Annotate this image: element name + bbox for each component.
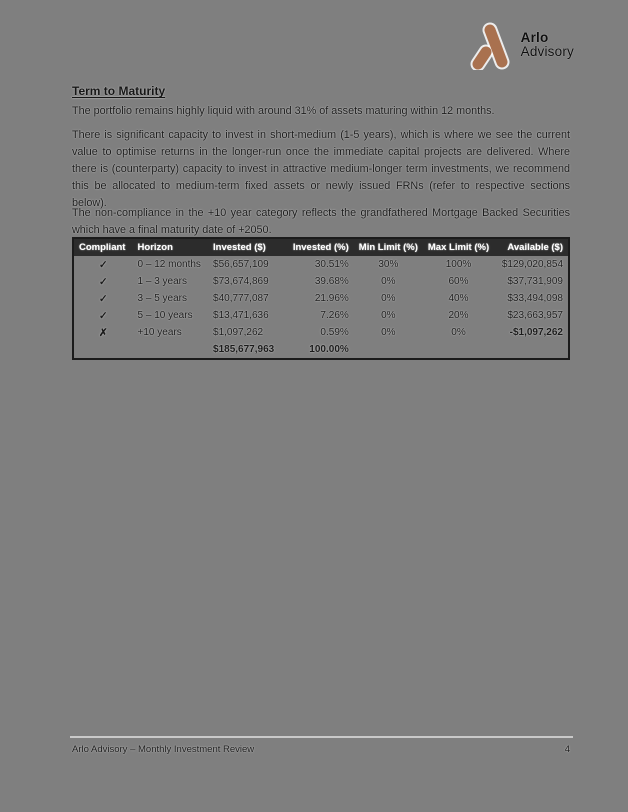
table-header (73, 238, 569, 256)
header-invested-pct: Invested (%) (288, 238, 354, 256)
available-cell: $37,731,909 (507, 276, 563, 287)
min-limit-cell: 0% (381, 293, 396, 304)
header-invested-usd: Invested ($) (208, 238, 288, 256)
min-limit-cell: 0% (381, 310, 396, 321)
invested-usd-cell: $13,471,636 (213, 310, 269, 321)
compliance-check-icon: ✓ (98, 275, 108, 288)
invested-pct-cell: 21.96% (314, 293, 349, 304)
header-max-limit: Max Limit (%) (423, 238, 494, 256)
max-limit-cell: 0% (451, 327, 466, 338)
max-limit-cell: 100% (445, 259, 472, 270)
horizon-cell: +10 years (137, 327, 182, 338)
table-header-row (73, 238, 569, 256)
horizon-cell: 5 – 10 years (137, 310, 193, 321)
min-limit-cell: 0% (381, 327, 396, 338)
horizon-cell: 0 – 12 months (137, 259, 201, 270)
invested-usd-cell: $56,657,109 (213, 259, 269, 270)
section-title: Term to Maturity (72, 84, 166, 98)
header-min-limit: Min Limit (%) (354, 238, 423, 256)
brand-wordmark (521, 31, 574, 59)
brand-name-line1: Arlo (520, 29, 549, 45)
total-invested-pct: 100.00% (309, 344, 349, 355)
horizon-cell: 3 – 5 years (137, 293, 188, 304)
total-empty-cell (354, 341, 423, 359)
max-limit-cell: 40% (448, 293, 469, 304)
min-limit-cell: 30% (378, 259, 399, 270)
header-horizon: Horizon (133, 238, 208, 256)
available-cell: $129,020,854 (501, 259, 563, 270)
invested-pct-cell: 7.26% (320, 310, 349, 321)
invested-usd-cell: $40,777,087 (213, 293, 269, 304)
total-empty-cell (73, 341, 133, 359)
available-cell: $23,663,957 (507, 310, 563, 321)
footer (72, 744, 570, 755)
table-row (73, 324, 569, 341)
invested-pct-cell: 0.59% (320, 327, 349, 338)
invested-usd-cell: $73,674,869 (213, 276, 269, 287)
footer-page-number: 4 (564, 744, 570, 755)
horizon-cell: 1 – 3 years (137, 276, 188, 287)
max-limit-cell: 60% (448, 276, 469, 287)
compliance-check-icon: ✓ (98, 292, 108, 305)
compliance-check-icon: ✓ (98, 258, 108, 271)
total-empty-cell (133, 341, 208, 359)
available-cell: $33,494,098 (507, 293, 563, 304)
max-limit-cell: 20% (448, 310, 469, 321)
table-row (73, 307, 569, 324)
compliance-check-icon: ✓ (98, 309, 108, 322)
table-total-row (73, 341, 569, 359)
arlo-a-mark-icon (470, 20, 514, 70)
footer-divider (70, 736, 573, 738)
total-empty-cell (423, 341, 494, 359)
invested-pct-cell: 30.51% (314, 259, 349, 270)
term-to-maturity-table (72, 237, 570, 360)
invested-usd-cell: $1,097,262 (213, 327, 264, 338)
available-cell-negative: -$1,097,262 (509, 327, 563, 338)
min-limit-cell: 0% (381, 276, 396, 287)
brand-name-line2: Advisory (520, 44, 574, 59)
compliance-cross-icon: ✗ (98, 326, 108, 339)
table-row (73, 273, 569, 290)
total-empty-cell (494, 341, 569, 359)
total-invested-usd: $185,677,963 (213, 344, 275, 355)
paragraph-non-compliance: The non-compliance in the +10 year category reflects the grandfathered Mortgage Backed Securities which have a final maturity date of +2050. (72, 207, 570, 236)
paragraph-capacity: There is significant capacity to invest in short-medium (1-5 years), which is where we see the current value to optimise returns in the longer-run once the immediate capital projects are delivered. Where there is (counterparty) capacity to invest in attractive medium-longer term investments, we recommend this be allocated to medium-term fixed assets or newly issued FRNs (refer to respective sections below). (72, 129, 570, 209)
table-row (73, 256, 569, 273)
paragraph-liquidity: The portfolio remains highly liquid with around 31% of assets maturing within 12 months. (72, 105, 495, 117)
table-row (73, 290, 569, 307)
header-available: Available ($) (494, 238, 569, 256)
header-compliant: Compliant (73, 238, 133, 256)
invested-pct-cell: 39.68% (314, 276, 349, 287)
footer-report-title: Arlo Advisory – Monthly Investment Review (72, 744, 255, 755)
brand-logo (470, 20, 574, 70)
